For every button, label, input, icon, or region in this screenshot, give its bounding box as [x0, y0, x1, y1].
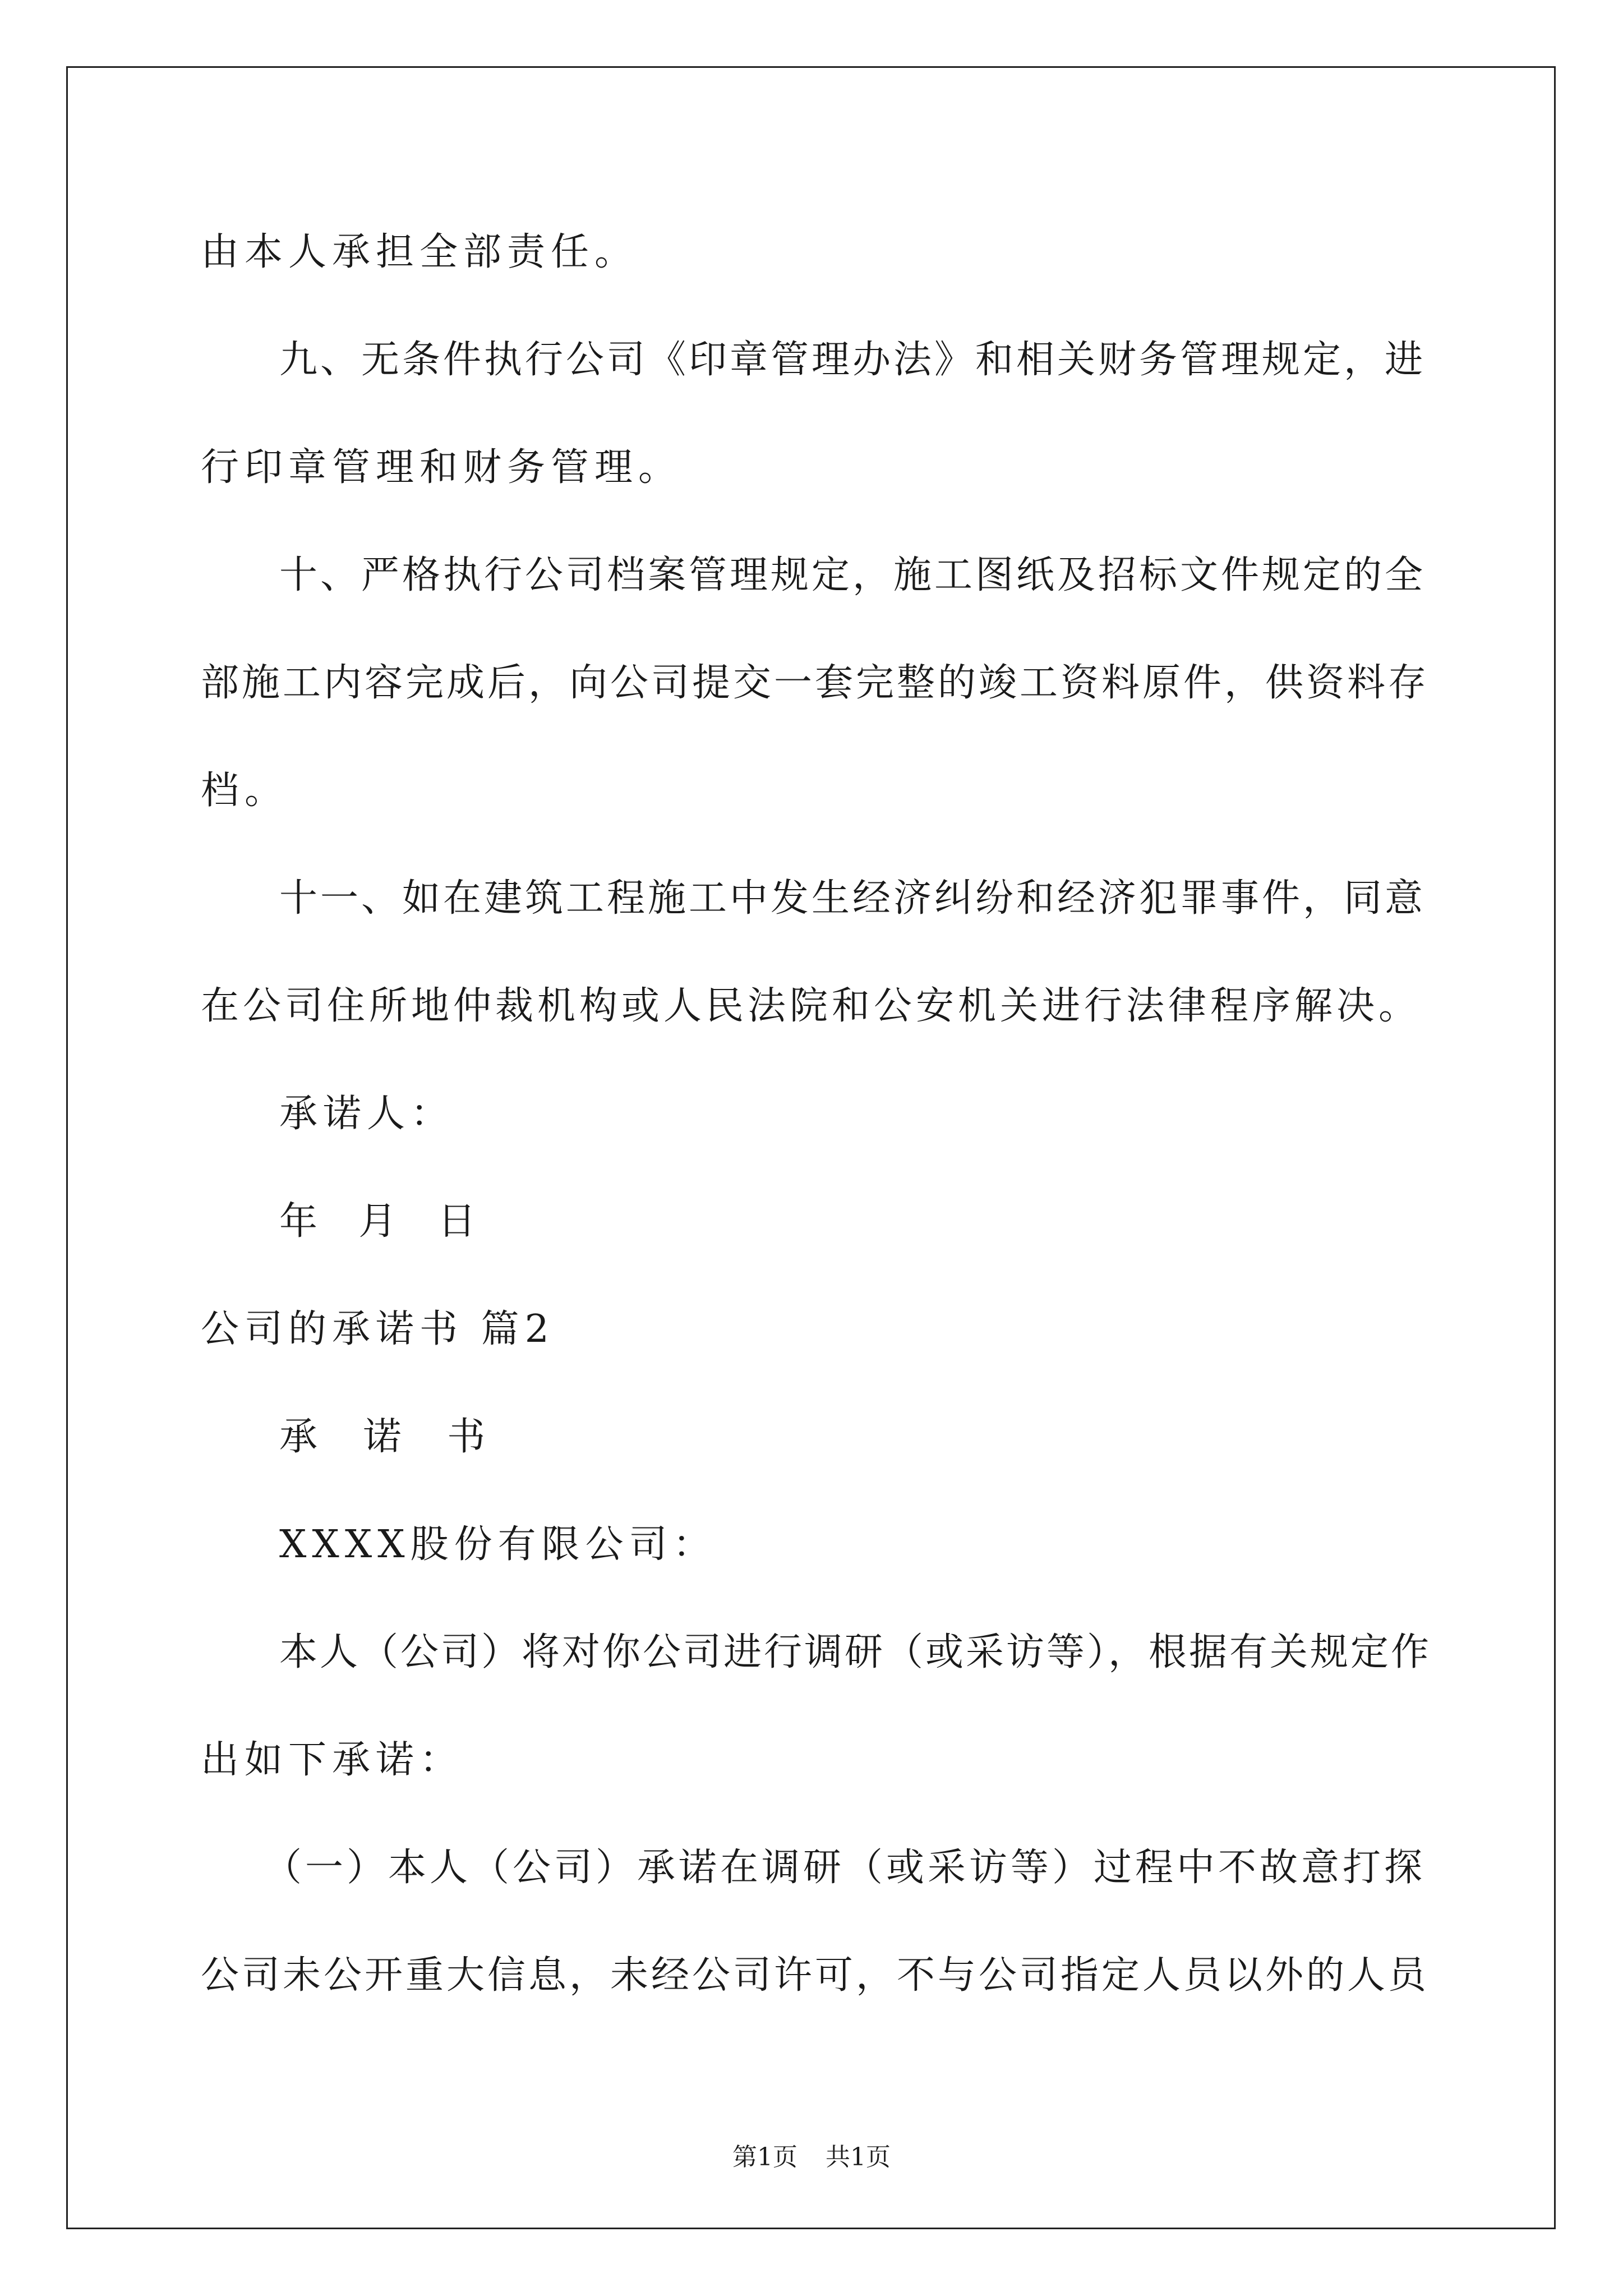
- text-line: 行印章管理和财务管理。: [201, 445, 683, 490]
- text-line: 十一、如在建筑工程施工中发生经济纠纷和经济犯罪事件，同意: [279, 876, 1426, 921]
- text-line: 九、无条件执行公司《印章管理办法》和相关财务管理规定，进: [279, 338, 1426, 382]
- date-line: 年 月 日: [279, 1199, 482, 1244]
- page-total: 共1页: [826, 2143, 891, 2171]
- text-line: 公司未公开重大信息，未经公司许可，不与公司指定人员以外的人员: [201, 1953, 1430, 1998]
- document-title: 承 诺 书: [279, 1415, 502, 1459]
- text-line: 在公司住所地仲裁机构或人民法院和公安机关进行法律程序解决。: [201, 984, 1421, 1028]
- page-number: 第1页: [732, 2143, 797, 2171]
- text-line: 十、严格执行公司档案管理规定，施工图纸及招标文件规定的全: [279, 553, 1426, 597]
- text-line: （一）本人（公司）承诺在调研（或采访等）过程中不故意打探: [264, 1846, 1426, 1890]
- addressee-line: XXXX股份有限公司：: [279, 1522, 717, 1567]
- text-line: 本人（公司）将对你公司进行调研（或采访等），根据有关规定作: [279, 1630, 1432, 1674]
- text-line: 档。: [201, 769, 289, 813]
- page-footer: [0, 2145, 1623, 2170]
- text-line: 由本人承担全部责任。: [201, 230, 639, 274]
- section-heading: 公司的承诺书 篇2: [201, 1307, 555, 1351]
- page-border: [66, 66, 1556, 2229]
- text-line: 出如下承诺：: [201, 1738, 464, 1782]
- text-line: 部施工内容完成后，向公司提交一套完整的竣工资料原件，供资料存: [201, 661, 1430, 705]
- text-line: 承诺人：: [279, 1092, 455, 1136]
